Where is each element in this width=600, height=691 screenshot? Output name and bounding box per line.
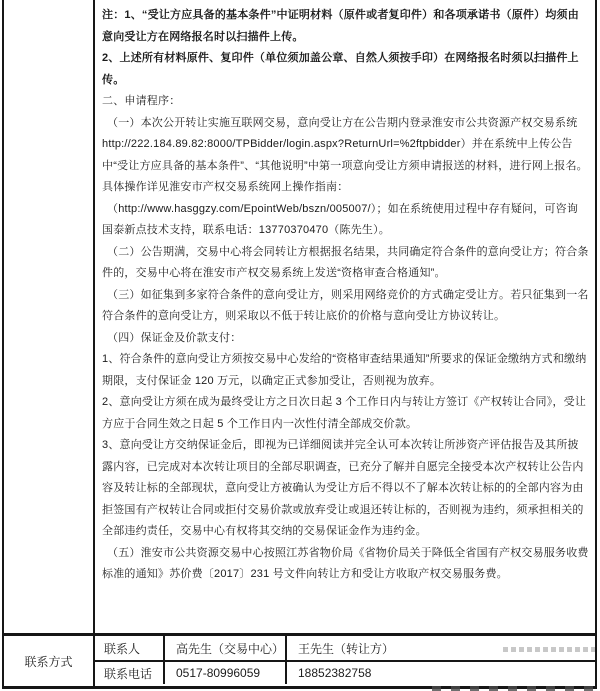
contact-phone-row <box>95 660 595 684</box>
row-header-empty-cell <box>4 0 95 633</box>
watermark-smudge-bottom <box>432 686 595 691</box>
contact-person-label: 联系人 <box>95 636 165 660</box>
notice-table <box>2 0 597 689</box>
other-notes-row <box>4 0 595 633</box>
notice-paragraph: （一）本次公开转让实施互联网交易，意向受让方在公告期内登录淮安市公共资源产权交易系统http://222.184.89.82:8000/TPBidder/login.aspx?ReturnUrl=%2ftpbidder）并在系统中上传公告中“受让方应具备的基本条件”、“其他说明”中第一项意向受让方须申请报送的材料，进行网上报名。具体操作详见淮安市产权交易系统网上操作指南： <box>102 116 588 193</box>
notice-paragraph: （四）保证金及价款支付： <box>107 331 242 344</box>
notice-paragraph: （二）公告期满，交易中心将会同转让方根据报名结果，共同确定符合条件的意向受让方；符合条件的，交易中心将在淮安市产权交易系统上发送“资格审查合格通知”。 <box>102 245 589 279</box>
notice-paragraph: （五）淮安市公共资源交易中心按照江苏省物价局《省物价局关于降低全省国有产权交易服务收费标准的通知》苏价费〔2017〕231 号文件向转让方和受让方收取产权交易服务费。 <box>102 546 589 580</box>
notice-paragraph: （http://www.hasggzy.com/EpointWeb/bszn/005007/）；如在系统使用过程中存有疑问，可咨询国泰新点技术支持，联系电话：13770370470（陈先生）。 <box>102 202 579 236</box>
notice-paragraph: 二、申请程序： <box>102 95 181 107</box>
contact-grid <box>95 636 595 686</box>
notice-paragraph: 3、意向受让方交纳保证金后，即视为已详细阅读并完全认可本次转让所涉资产评估报告及其所披露内容，已完成对本次转让项目的全部尽职调查，已充分了解并自愿完全接受本次产权转让公告内容及转让标的全部现状，意向受让方被确认为受让方后不得以不了解本次转让标的的全部内容为由拒签国有产权转让合同或拒付交易价款或放弃受让或退还转让标的，否则视为违约，须承担相关的全部违约责任，交易中心有权将其交纳的交易保证金作为违约金。 <box>102 439 584 537</box>
notice-paragraph: （三）如征集到多家符合条件的意向受让方，则采用网络竞价的方式确定受让方。若只征集到一名符合条件的意向受让方，则采取以不低于转让底价的价格与意向受让方协议转让。 <box>102 288 589 322</box>
contact-person-center: 高先生（交易中心） <box>165 636 287 660</box>
contact-phone-label: 联系电话 <box>95 662 165 684</box>
notice-text-cell <box>95 0 595 633</box>
watermark-smudge-top <box>503 647 595 652</box>
contact-section <box>4 633 595 686</box>
notice-paragraph: 1、符合条件的意向受让方须按交易中心发给的“资格审查结果通知”所要求的保证金缴纳方式和缴纳期限，支付保证金 120 万元，以确定正式参加受让，否则视为放弃。 <box>102 353 587 387</box>
contact-person-transferor: 王先生（转让方） <box>298 641 395 656</box>
contact-section-label: 联系方式 <box>4 636 95 686</box>
notice-paragraph: 2、意向受让方须在成为最终受让方之日次日起 3 个工作日内与转让方签订《产权转让合同》，受让方应于合同生效之日起 5 个工作日内一次性付清全部成交价款。 <box>102 396 587 430</box>
notice-paragraph: 2、上述所有材料原件、复印件（单位须加盖公章、自然人须按手印）在网络报名时须以扫描件上传。 <box>102 52 579 86</box>
contact-phone-center: 0517-80996059 <box>165 662 287 684</box>
contact-phone-transferor: 18852382758 <box>298 666 372 680</box>
notice-paragraph: 注：1、“受让方应具备的基本条件”中证明材料（原件或者复印件）和各项承诺书（原件）均须由意向受让方在网络报名时以扫描件上传。 <box>102 9 579 43</box>
